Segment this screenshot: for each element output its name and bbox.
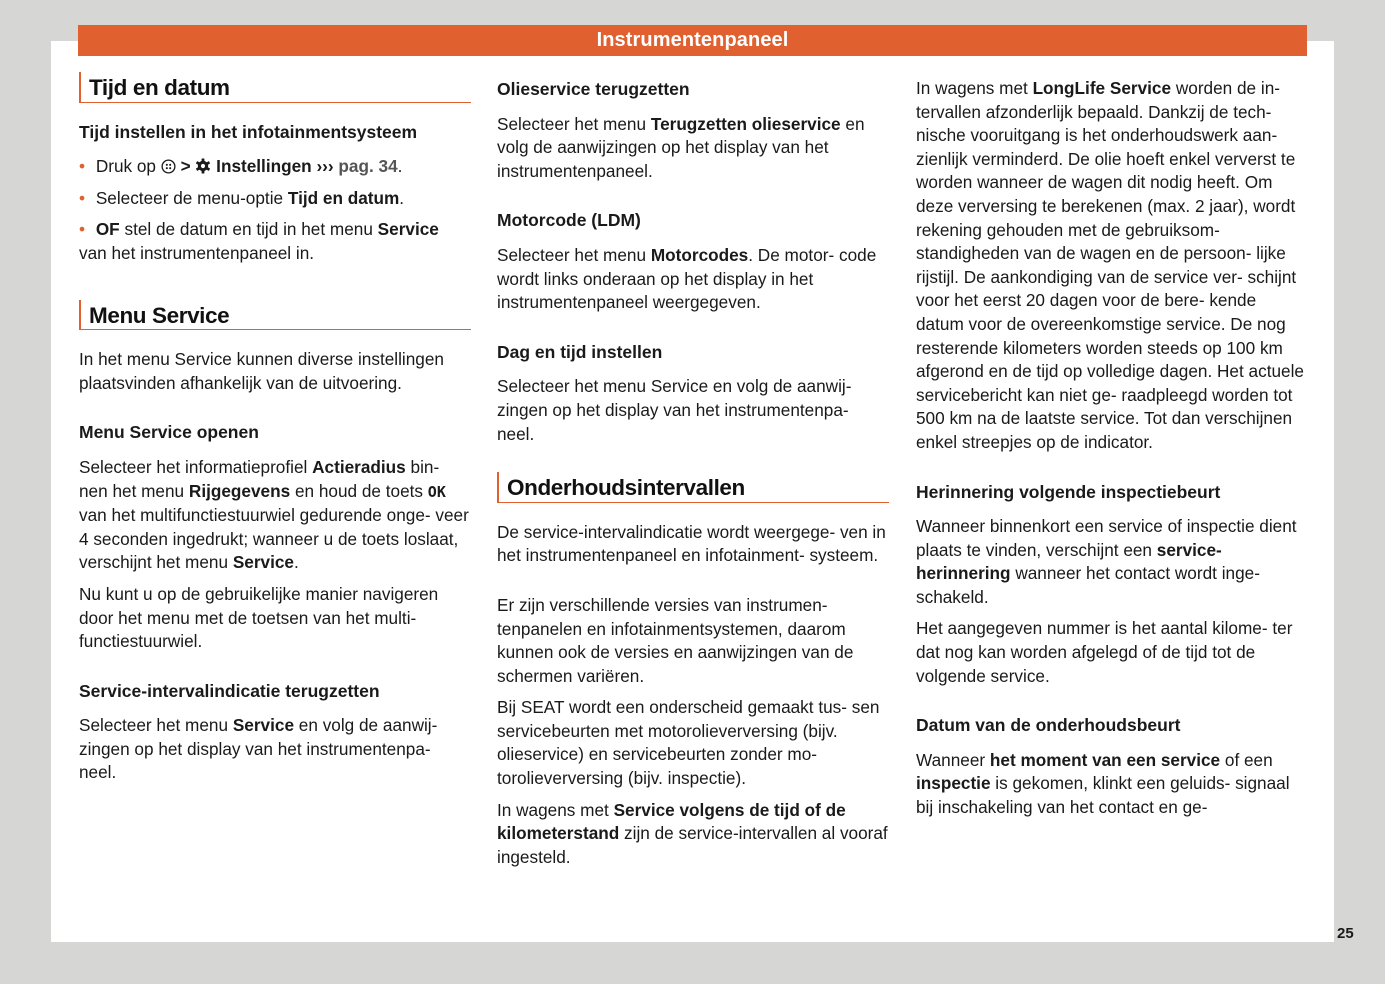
bullet-druk-op bbox=[79, 155, 471, 179]
instellingen-label: Instellingen bbox=[216, 156, 312, 177]
bullet-of bbox=[79, 218, 471, 265]
paragraph-intervalindicatie: De service-intervalindicatie wordt weergege- ven in het instrumentenpaneel en infotainment- systeem. bbox=[497, 521, 886, 566]
column-1 bbox=[79, 72, 471, 793]
text: Selecteer de menu-optie bbox=[95, 187, 284, 208]
bold-text: Rijgegevens bbox=[188, 480, 291, 501]
paragraph-service-terugzetten bbox=[79, 714, 471, 785]
text: en volg de aanwij- zingen op het display van het instrumentenpa- neel. bbox=[79, 715, 438, 783]
paragraph-versies: Er zijn verschillende versies van instrumen- tenpanelen en infotainmentsystemen, daarom kunnen ook de versies en aanwijzingen van de schermen variëren. bbox=[497, 594, 854, 686]
text: In wagens met bbox=[916, 78, 1028, 98]
subtitle-olieservice: Olieservice terugzetten bbox=[497, 79, 690, 99]
text: Selecteer het informatieprofiel bbox=[79, 456, 308, 477]
page-number: 25 bbox=[1337, 925, 1354, 942]
bold-text: het moment van een service bbox=[989, 749, 1221, 770]
bold-text: Actieradius bbox=[312, 456, 406, 477]
text: . De motor- code wordt links onderaan op het display in het instrumentenpaneel weergegeven. bbox=[497, 244, 877, 313]
subtitle-datum-onderhoudsbeurt: Datum van de onderhoudsbeurt bbox=[916, 715, 1181, 736]
text: Wanneer binnenkort een service of inspectie dient plaats te vinden, verschijnt een bbox=[916, 516, 1297, 560]
separator: > bbox=[180, 156, 191, 177]
column-3 bbox=[916, 77, 1308, 828]
text: Selecteer het menu bbox=[497, 113, 647, 134]
bold-text: Service bbox=[232, 552, 294, 573]
paragraph-olieservice bbox=[497, 113, 889, 184]
text: en houd de toets bbox=[294, 480, 424, 501]
paragraph-motorcode bbox=[497, 244, 889, 315]
section-title-onderhoudsintervallen: Onderhoudsintervallen bbox=[497, 472, 889, 503]
subtitle-herinnering: Herinnering volgende inspectiebeurt bbox=[916, 481, 1221, 502]
bold-text: Service bbox=[232, 715, 295, 736]
page-reference-link[interactable]: pag. 34 bbox=[338, 156, 398, 177]
text: . bbox=[397, 156, 403, 177]
paragraph-navigeren: Nu kunt u op de gebruikelijke manier navigeren door het menu met de toetsen van het multi- functiestuurwiel. bbox=[79, 583, 439, 652]
text: of een bbox=[1224, 749, 1273, 770]
text: Druk op bbox=[95, 156, 156, 177]
gear-icon bbox=[195, 158, 211, 174]
section-title-tijd-en-datum: Tijd en datum bbox=[79, 72, 471, 103]
subtitle-tijd-instellen: Tijd instellen in het infotainmentsysteem bbox=[79, 121, 418, 142]
bold-text: OF bbox=[95, 219, 120, 240]
text: Selecteer het menu bbox=[497, 244, 647, 265]
bullet-selecteer bbox=[79, 187, 471, 211]
text: In wagens met bbox=[497, 799, 609, 820]
ok-key-icon: OK bbox=[427, 482, 446, 501]
text: en volg de aanwijzingen op het display van het instrumentenpaneel. bbox=[497, 113, 865, 181]
text: zijn de service-intervallen al vooraf ingesteld. bbox=[497, 823, 888, 867]
paragraph-longlife bbox=[916, 77, 1308, 455]
text: wanneer het contact wordt inge- schakeld. bbox=[916, 563, 1260, 607]
column-2 bbox=[497, 78, 889, 877]
text: . bbox=[293, 552, 299, 573]
bold-text: service- herinnering bbox=[916, 539, 1222, 584]
bold-text: Terugzetten olieservice bbox=[650, 113, 841, 134]
text: Wanneer bbox=[916, 749, 986, 770]
subtitle-service-interval-terugzetten: Service-intervalindicatie terugzetten bbox=[79, 680, 380, 701]
text: van het instrumentenpaneel in. bbox=[79, 242, 315, 263]
chapter-header: Instrumentenpaneel bbox=[78, 25, 1307, 56]
paragraph-aangegeven-nummer: Het aangegeven nummer is het aantal kilome- ter dat nog kan worden afgelegd of de tijd tot de volgende service. bbox=[916, 618, 1293, 686]
bold-text: inspectie bbox=[916, 773, 991, 794]
reference-arrows: ››› bbox=[316, 156, 334, 177]
bold-text: Service bbox=[377, 219, 439, 240]
text: van het multifunctiestuurwiel gedurende onge- veer 4 seconden ingedrukt; wanneer u de toets loslaat, verschijnt het menu bbox=[79, 505, 469, 573]
text: bin- nen het menu bbox=[79, 456, 440, 501]
bold-text: Motorcodes bbox=[650, 244, 749, 265]
paragraph-herinnering bbox=[916, 515, 1308, 609]
section-title-menu-service: Menu Service bbox=[79, 300, 471, 331]
bold-text: Service volgens de tijd of de kilometerstand bbox=[497, 799, 846, 844]
paragraph-dag-en-tijd: Selecteer het menu Service en volg de aanwij- zingen op het display van het instrumentenpa- neel. bbox=[497, 376, 852, 444]
text: is gekomen, klinkt een geluids- signaal bij inschakeling van het contact en ge- bbox=[916, 773, 1290, 818]
paragraph-seat-onderscheid: Bij SEAT wordt een onderscheid gemaakt tus- sen servicebeurten met motorolieverversing (bijv. olieservice) en servicebeurten zonder mo- torolieverversing (bijv. inspectie). bbox=[497, 697, 880, 789]
paragraph-datum-onderhoud bbox=[916, 749, 1308, 820]
paragraph-tijd-kilometerstand bbox=[497, 799, 889, 870]
subtitle-menu-service-openen: Menu Service openen bbox=[79, 422, 259, 443]
text: worden de in- tervallen afzonderlijk bepaald. Dankzij de tech- nische vooruitgang is het onderhoudswerk aan- zienlijk verminderd. De olie hoeft enkel ververst te worden wanneer de wagen dit nodig heeft. Om deze verversing te berekenen (max. 2 jaar), wordt rekening gehouden met de gebruiksom- standigheden van de wagen en de persoon- lijke rijstijl. De aankondiging van de service ver- schijnt voor het eerst 20 dagen voor de bere- kende datum voor de overeenkomstige service. De nog resterende kilometers worden steeds op 100 km afgerond en de tijd op volledige dagen. Het actuele servicebericht kan niet ge- raadpleegd worden tot 500 km na de laatste service. Tot dan verschijnen enkel streepjes op de indicator. bbox=[916, 78, 1304, 452]
bold-text: Tijd en datum bbox=[287, 187, 400, 208]
text: stel de datum en tijd in het menu bbox=[124, 219, 373, 240]
paragraph-intro: In het menu Service kunnen diverse instellingen plaatsvinden afhankelijk van de uitvoering. bbox=[79, 349, 444, 393]
apps-menu-icon bbox=[161, 159, 176, 174]
paragraph-menu-openen bbox=[79, 456, 471, 575]
text: . bbox=[399, 187, 405, 208]
text: Selecteer het menu bbox=[79, 715, 229, 736]
subtitle-dag-en-tijd: Dag en tijd instellen bbox=[497, 341, 663, 362]
bold-text: LongLife Service bbox=[1032, 78, 1172, 98]
subtitle-motorcode: Motorcode (LDM) bbox=[497, 210, 641, 231]
